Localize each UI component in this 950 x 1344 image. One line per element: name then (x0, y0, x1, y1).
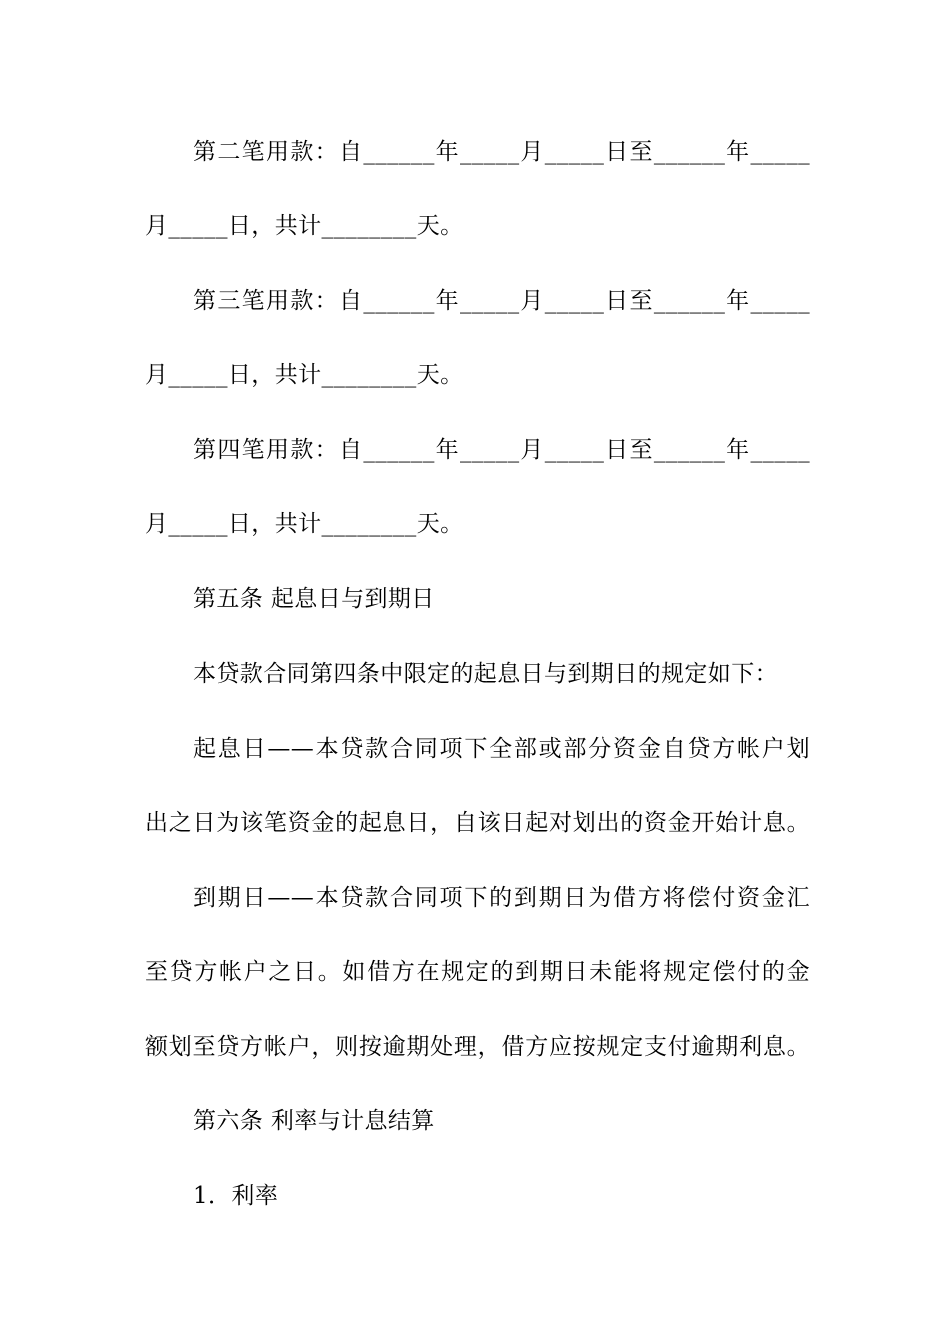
value-date-paragraph-line-1: 起息日——本贷款合同项下全部或部分资金自贷方帐户划 (193, 736, 810, 762)
article-5-intro: 本贷款合同第四条中限定的起息日与到期日的规定如下： (193, 661, 778, 687)
loan-draw-3-line-2: 月_____日，共计________天。 (145, 362, 464, 388)
loan-draw-4-line-2: 月_____日，共计________天。 (145, 511, 464, 537)
article-5-heading: 第五条 起息日与到期日 (193, 586, 435, 612)
interest-rate-subheading: 1．利率 (193, 1183, 279, 1209)
maturity-date-paragraph-line-2: 至贷方帐户之日。如借方在规定的到期日未能将规定偿付的金 (145, 959, 810, 985)
loan-draw-2-line-1: 第二笔用款：自______年_____月_____日至______年_____ (193, 139, 810, 165)
maturity-date-paragraph-line-1: 到期日——本贷款合同项下的到期日为借方将偿付资金汇 (193, 885, 810, 911)
loan-draw-2-line-2: 月_____日，共计________天。 (145, 213, 464, 239)
loan-draw-4-line-1: 第四笔用款：自______年_____月_____日至______年_____ (193, 437, 810, 463)
loan-draw-3-line-1: 第三笔用款：自______年_____月_____日至______年_____ (193, 288, 810, 314)
value-date-paragraph-line-2: 出之日为该笔资金的起息日，自该日起对划出的资金开始计息。 (145, 810, 810, 836)
maturity-date-paragraph-line-3: 额划至贷方帐户，则按逾期处理，借方应按规定支付逾期利息。 (145, 1034, 810, 1060)
article-6-heading: 第六条 利率与计息结算 (193, 1108, 435, 1134)
